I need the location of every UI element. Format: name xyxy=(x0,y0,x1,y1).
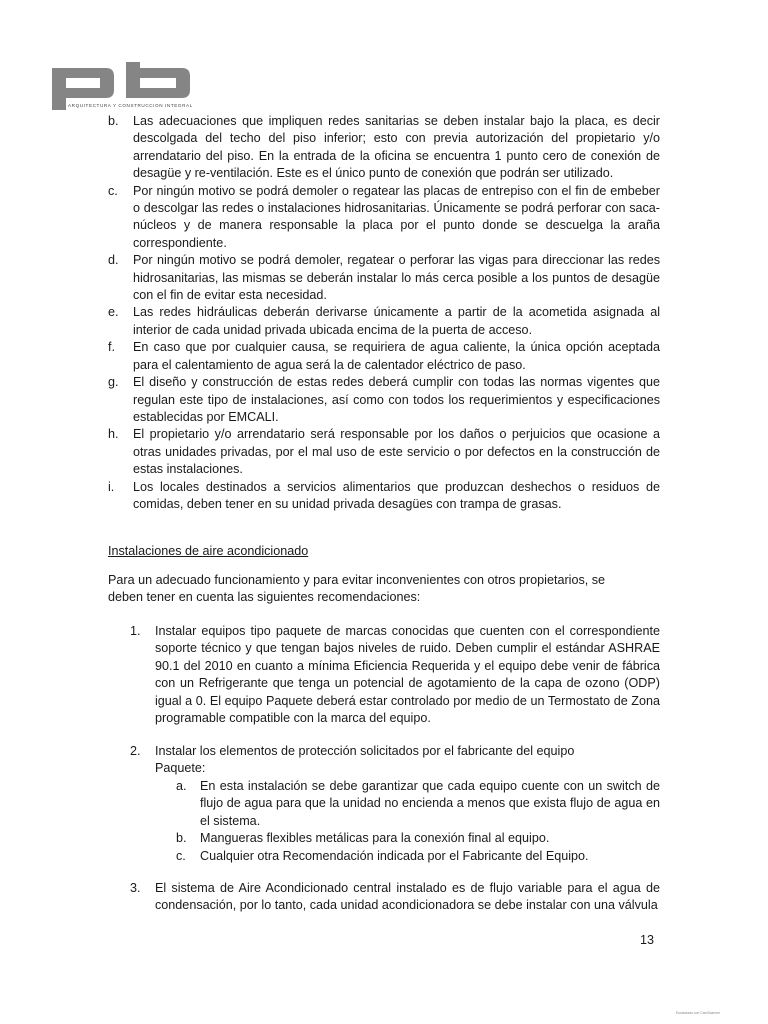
sub-list-item-text: En esta instalación se debe garantizar que cada equipo cuente con un switch de flujo de agua para que la unidad no encienda a menos que exista flujo de agua en el sistema. xyxy=(200,779,660,828)
list-item-text: El diseño y construcción de estas redes deberá cumplir con todas las normas vigentes que regulan este tipo de instalaciones, así como con todos los requerimientos y especificaciones establecidas por EMCALI. xyxy=(133,375,660,424)
sub-list-item-text: Cualquier otra Recomendación indicada por el Fabricante del Equipo. xyxy=(200,848,589,863)
list-item: b. Las adecuaciones que impliquen redes sanitarias se deben instalar bajo la placa, es decir descolgada del techo del piso inferior; esto con previa autorización del propietario y/o arrendatario del piso. En la entrada de la oficina se encuentra 1 punto cero de conexión de desagüe y re-ventilación. Este es el único punto de conexión que podrán ser utilizado. xyxy=(108,114,660,181)
sub-list xyxy=(176,778,660,865)
list-item: d. Por ningún motivo se podrá demoler, regatear o perforar las vigas para direccionar las redes hidrosanitarias, las mismas se deberán instalar lo más cerca posible a los puntos de desagüe con el fin de evitar esta necesidad. xyxy=(108,253,660,303)
list-item-text: Las adecuaciones que impliquen redes sanitarias se deben instalar bajo la placa, es decir descolgada del techo del piso inferior; esto con previa autorización del propietario y/o arrendatario del piso. En la entrada de la oficina se encuentra 1 punto cero de conexión de desagüe y re-ventilación. Este es el único punto de conexión que podrán ser utilizado. xyxy=(133,114,660,181)
numbered-item-2 xyxy=(130,743,660,778)
list-item-text: En caso que por cualquier causa, se requiriera de agua caliente, la única opción aceptada para el calentamiento de agua será la de calentador eléctrico de paso. xyxy=(133,340,660,372)
list-item-text: Por ningún motivo se podrá demoler, regatear o perforar las vigas para direccionar las redes hidrosanitarias, las mismas se deberán instalar lo más cerca posible a los puntos de desagüe con el fin de evitar esta necesidad. xyxy=(133,253,660,303)
section-title: Instalaciones de aire acondicionado xyxy=(108,544,309,558)
lettered-list xyxy=(108,113,660,513)
list-item-text: Los locales destinados a servicios alimentarios que produzcan deshechos o residuos de comidas, deben tener en su unidad privada desagües con trampa de grasas. xyxy=(133,479,660,511)
list-item: h. El propietario y/o arrendatario será responsable por los daños o perjuicios que ocasione a otras unidades privadas, por el mal uso de este servicio o por defectos en la construcción de estas instalaciones. xyxy=(108,427,660,477)
item-number: 3. xyxy=(130,881,141,895)
list-item: i. Los locales destinados a servicios alimentarios que produzcan deshechos o residuos de comidas, deben tener en su unidad privada desagües con trampa de grasas. xyxy=(108,479,660,511)
numbered-item-3 xyxy=(130,880,660,915)
list-item: f. En caso que por cualquier causa, se requiriera de agua caliente, la única opción aceptada para el calentamiento de agua será la de calentador eléctrico de paso. xyxy=(108,340,660,372)
lettered-list-block xyxy=(108,113,660,513)
item-text: Instalar los elementos de protección solicitados por el fabricante del equipo xyxy=(155,744,575,758)
section-intro: Para un adecuado funcionamiento y para evitar inconvenientes con otros propietarios, se deben tener en cuenta las siguientes recomendaciones: xyxy=(108,573,606,605)
page-number: 13 xyxy=(640,933,655,947)
list-item: c. Por ningún motivo se podrá demoler o regatear las placas de entrepiso con el fin de embeber o descolgar las redes o instalaciones hidrosanitarias. Únicamente se podrá perforar con saca-núcleos y de manera responsable la placa por el punto donde se descuelga la araña correspondiente. xyxy=(108,183,660,250)
item-number: 2. xyxy=(130,744,141,758)
sub-list-item: c. Cualquier otra Recomendación indicada por el Fabricante del Equipo. xyxy=(176,848,589,863)
item-number: 1. xyxy=(130,624,141,638)
list-item-text: Las redes hidráulicas deberán derivarse únicamente a partir de la acometida asignada al interior de cada unidad privada ubicada encima de la puerta de acceso. xyxy=(133,305,660,337)
item-text: El sistema de Aire Acondicionado central instalado es de flujo variable para el agua de condensación, por lo tanto, cada unidad acondicionadora se debe instalar con una válvula xyxy=(155,881,660,913)
list-item: g. El diseño y construcción de estas redes deberá cumplir con todas las normas vigentes que regulan este tipo de instalaciones, así como con todos los requerimientos y especificaciones establecidas por EMCALI. xyxy=(108,375,660,424)
sub-list-item: a. En esta instalación se debe garantizar que cada equipo cuente con un switch de flujo de agua para que la unidad no encienda a menos que exista flujo de agua en el sistema. xyxy=(176,779,660,828)
list-item-text: El propietario y/o arrendatario será responsable por los daños o perjuicios que ocasione a otras unidades privadas, por el mal uso de este servicio o por defectos en la construcción de estas instalaciones. xyxy=(133,427,660,477)
list-item: e. Las redes hidráulicas deberán derivarse únicamente a partir de la acometida asignada al interior de cada unidad privada ubicada encima de la puerta de acceso. xyxy=(108,305,660,337)
sub-list-item: b. Mangueras flexibles metálicas para la conexión final al equipo. xyxy=(176,831,550,846)
item-text: Instalar equipos tipo paquete de marcas conocidas que cuenten con el correspondiente soporte técnico y que tengan bajos niveles de ruido. Deben cumplir el estándar ASHRAE 90.1 del 2010 en cuanto a mínima Eficiencia Requerida y el equipo debe venir de fábrica con un Refrigerante que tenga un potencial de agotamiento de la capa de ozono (ODP) igual a 0. El equipo Paquete deberá estar controlado por medio de un Termostato de Zona programable compatible con la marca del equipo. xyxy=(155,624,660,726)
scanner-footnote: Escaneado con CamScanner xyxy=(676,1011,721,1015)
item-text-continuation: Paquete: xyxy=(155,761,206,776)
logo-tagline: ARQUITECTURA Y CONSTRUCCION INTEGRAL xyxy=(68,103,193,108)
sub-list-item-text: Mangueras flexibles metálicas para la conexión final al equipo. xyxy=(200,831,550,846)
company-logo xyxy=(48,62,198,112)
list-item-text: Por ningún motivo se podrá demoler o regatear las placas de entrepiso con el fin de embeber o descolgar las redes o instalaciones hidrosanitarias. Únicamente se podrá perforar con saca-núcleos y de manera responsable la placa por el punto donde se descuelga la araña correspondiente. xyxy=(133,183,660,250)
numbered-item-1 xyxy=(130,623,660,727)
